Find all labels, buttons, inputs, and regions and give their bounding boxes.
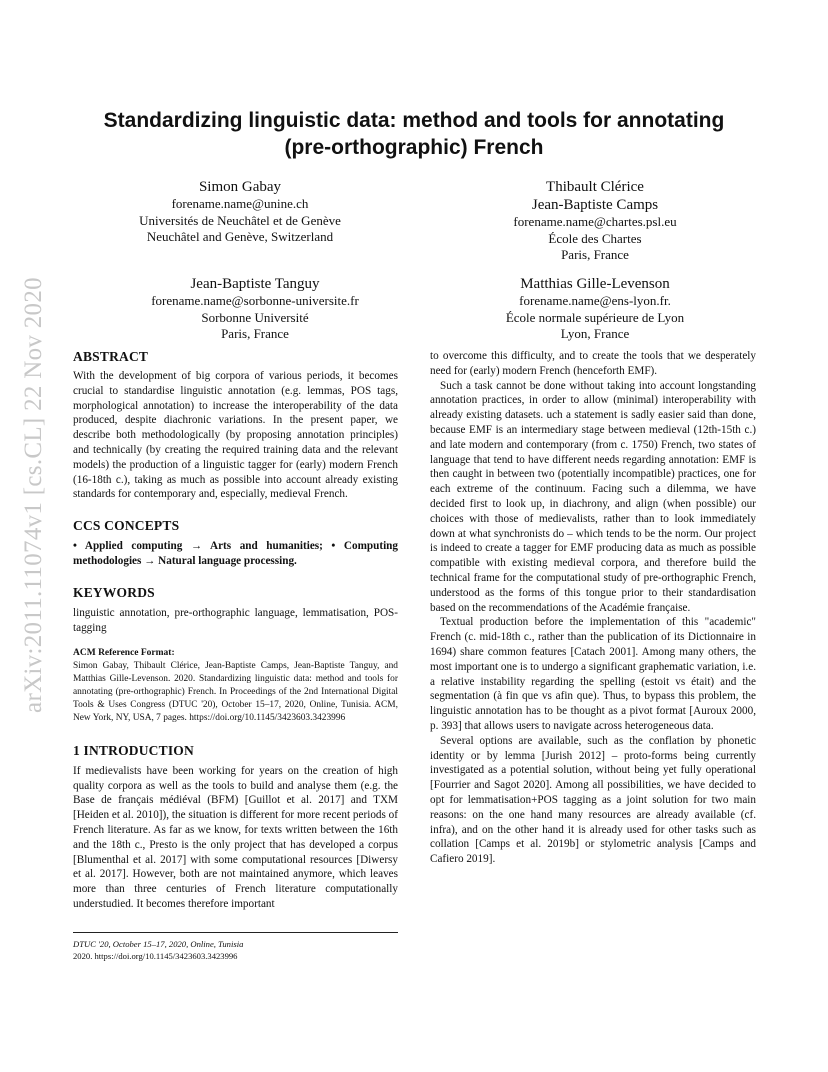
author-block-tanguy xyxy=(110,275,400,343)
acm-reference-text: Simon Gabay, Thibault Clérice, Jean-Baptiste Camps, Jean-Baptiste Tanguy, and Matthias Gille-Levenson. 2020. Standardizing linguistic data: method and tools for annotating (pre-orthographic) French. In Proceedings of the 2nd International Digital Tools & Uses Congress (DTUC '20), October 15–17, 2020, Online, Tunisia. ACM, New York, NY, USA, 7 pages. https://doi.org/10.1145/3423603.3423996 xyxy=(73,661,398,723)
author-name-2: Jean-Baptiste Camps xyxy=(531,197,659,213)
keywords-text: linguistic annotation, pre-orthographic language, lemmatisation, POS-tagging xyxy=(73,606,398,634)
author-name: Thibault Clérice xyxy=(546,179,644,195)
author-location: Neuchâtel and Genève, Switzerland xyxy=(146,229,334,244)
author-affiliation: École des Chartes xyxy=(548,230,642,246)
author-name: Simon Gabay xyxy=(198,179,282,195)
left-column xyxy=(73,349,398,912)
paragraph: to overcome this difficulty, and to create the tools that we desperately need for (early) modern French (henceforth EMF). xyxy=(430,350,756,377)
paper-title xyxy=(90,107,738,161)
arxiv-stamp-text: arXiv:2011.11074v1 [cs.CL] 22 Nov 2020 xyxy=(20,277,47,713)
author-block-clerice-camps xyxy=(460,178,730,264)
author-block-gille-levenson xyxy=(460,275,730,343)
arxiv-stamp xyxy=(17,255,51,735)
introduction-text: If medievalists have been working for years on the creation of high quality corpora as well as the tools to build and analyse them (e.g. the Base de français médiéval (BFM) [Guillot et al. 2017] and TXM [Heiden et al. 2010]), the situation is different for more recent periods of French literature. As far as we know, for texts written between the 16th and the 18th c., Presto is the only project that has developed a corpus [Blumenthal et al. 2017] with some computational resources [Diwersy et al. 2017]. However, both are not maintained anymore, which leaves more than three centuries of French literature computationally understudied. It becomes therefore important xyxy=(73,764,398,911)
footnote-doi: 2020. https://doi.org/10.1145/3423603.3423996 xyxy=(73,951,238,961)
author-email: forename.name@sorbonne-universite.fr xyxy=(151,293,359,308)
author-name: Matthias Gille-Levenson xyxy=(520,276,670,292)
author-location: Lyon, France xyxy=(560,326,630,341)
paragraph: Such a task cannot be done without taking into account longstanding annotation practices, in order to allow (minimal) interoperability with already existing datasets. uch a statement is sadly easier said than done, because EMF is an intermediary stage between medieval (12th-15th c.) and late modern and contemporary (from c. 1750) French, two states of language that tend to have different needs regarding annotation: EMF is then caught in between two (potentially incompatible) practices, one for each extreme of the continuum. Facing such a dilemma, we have decided first to look up, in diachrony, and align (when possible) our choices with those of medievalists, rather than to look immediately down at what synchronists do – which tends to be the norm. Our project is indeed to create a tagger for EMF producing data as much as possible compatible with existing medieval corpora, and therefore build the technical frame for the computational study of pre-orthographic French, understood as the forms of this tongue prior to their standardisation based on the recommendations of the Académie française. xyxy=(430,379,756,614)
author-location: Paris, France xyxy=(561,247,629,262)
abstract-text: With the development of big corpora of various periods, it becomes crucial to standardise linguistic annotation (e.g. lemmas, POS tags, morphological annotation) to increase the interoperability of the data produced, despite diachronic variations. In the present paper, we describe both methodologically (by proposing annotation principles) and technically (by creating the required training data and the relevant models) the production of a linguistic tagger for (early) modern French (16-18th c.), taking as much as possible into account already existing standards for contemporary and, especially, medieval French. xyxy=(73,370,398,501)
paragraph: Several options are available, such as the conflation by phonetic identity or by lemma [Jurish 2012] – proto-forms being currently investigated as a potential solution, without being yet fully operational [Fourrier and Sagot 2020]. Among all possibilities, we have decided to opt for lemmatisation+POS tagging as a joint solution for two main reasons: on the one hand many resources are already available (cf. infra), and on the other hand it is already used for other tasks such as collation [Camps et al. 2019b] or stylometric analysis [Camps and Cafiero 2019]. xyxy=(430,734,756,866)
author-location: Paris, France xyxy=(221,326,289,341)
acm-reference-heading: ACM Reference Format: xyxy=(73,648,175,659)
author-name: Jean-Baptiste Tanguy xyxy=(190,276,320,292)
author-affiliation: Universités de Neuchâtel et de Genève xyxy=(139,212,341,228)
paragraph: Textual production before the implementation of this "academic" French (c. mid-18th c., rather than the publication of its Dictionnaire in 1694) share common features [Catach 2001]. Among many others, the most important one is to undergo a significant graphematic variation, i.e. a relative instability regarding the spelling (estoit vs était) and the segmentation (à fin que vs afin que). Thus, to bypass this problem, the linguistic annotation has to be thought as a pivot format [Auroux 2000, p. 393] that allows users to navigate across heterogeneous data. xyxy=(430,616,756,732)
ccs-text: • Applied computing → Arts and humanities; • Computing methodologies → Natural language processing. xyxy=(73,540,398,567)
title-line-2: (pre-orthographic) French xyxy=(284,136,544,159)
footnote-rule xyxy=(73,932,398,933)
keywords-heading: KEYWORDS xyxy=(73,584,155,600)
author-affiliation: Sorbonne Université xyxy=(201,309,309,325)
author-affiliation: École normale supérieure de Lyon xyxy=(505,309,685,325)
author-email: forename.name@unine.ch xyxy=(171,196,309,211)
footnote-venue: DTUC '20, October 15–17, 2020, Online, Tunisia xyxy=(73,939,244,949)
ccs-heading: CCS CONCEPTS xyxy=(73,518,180,534)
title-line-1: Standardizing linguistic data: method and tools for annotating xyxy=(103,109,725,132)
right-column xyxy=(430,349,756,867)
author-email: forename.name@ens-lyon.fr. xyxy=(519,293,671,308)
author-email: forename.name@chartes.psl.eu xyxy=(513,214,677,229)
author-block-gabay xyxy=(110,178,370,246)
introduction-heading: 1 INTRODUCTION xyxy=(73,742,194,758)
abstract-heading: ABSTRACT xyxy=(73,349,149,364)
